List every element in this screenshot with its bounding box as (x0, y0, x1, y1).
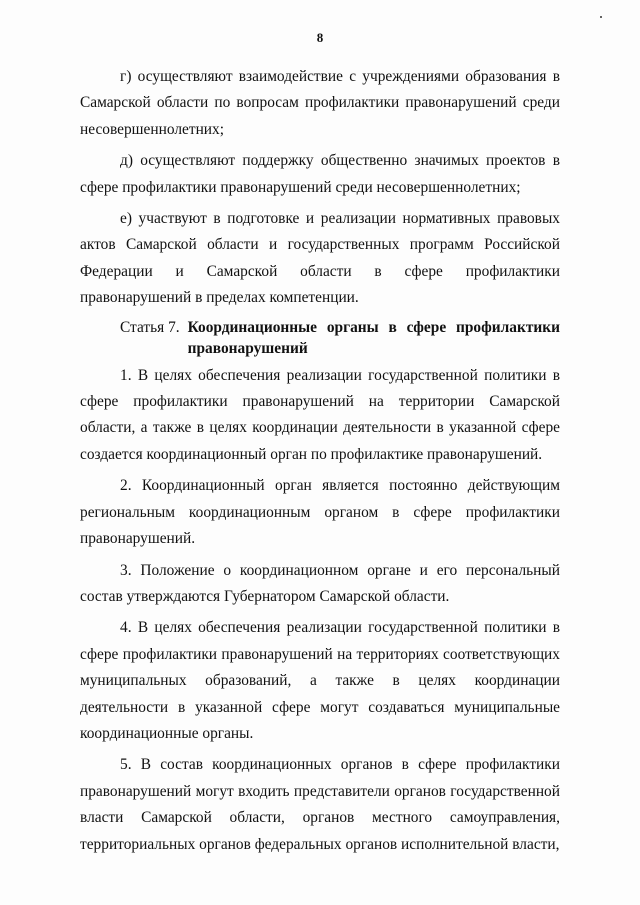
paragraph-4: 4. В целях обеспечения реализации государственной политики в сфере профилактики правонарушений на территориях соответствующих муниципальных образований, а также в целях координации деятельности в указанной сфере могут создаваться муниципальные координационные органы. (80, 619, 560, 742)
paragraph-d: д) осуществляют поддержку общественно значимых проектов в сфере профилактики правонарушений среди несовершеннолетних; (80, 152, 560, 196)
paragraph-2: 2. Координационный орган является постоянно действующим региональным координационным органом в сфере профилактики правонарушений. (80, 477, 560, 548)
scan-speck (600, 16, 602, 18)
paragraph-3: 3. Положение о координационном органе и его персональный состав утверждаются Губернатором Самарской области. (80, 561, 560, 605)
document-body (80, 64, 560, 863)
article-label: Статья 7. (120, 318, 180, 336)
article-title: Координационные органы в сфере профилактики правонарушений (187, 318, 560, 357)
paragraph-1: 1. В целях обеспечения реализации государственной политики в сфере профилактики правонарушений на территории Самарской области, а также в целях координации деятельности в указанной сфере создается координационный орган по профилактике правонарушений. (80, 366, 560, 463)
paragraph-e: е) участвуют в подготовке и реализации нормативных правовых актов Самарской области и государственных программ Российской Федерации и Самарской области в сфере профилактики правонарушений в пределах компетенции. (80, 210, 560, 307)
paragraph-g: г) осуществляют взаимодействие с учреждениями образования в Самарской области по вопросам профилактики правонарушений среди несовершеннолетних; (80, 68, 560, 138)
page-number: 8 (316, 30, 324, 45)
article-heading (120, 317, 560, 359)
paragraph-5: 5. В состав координационных органов в сфере профилактики правонарушений могут входить представители органов государственной власти Самарской области, органов местного самоуправления, территориальных органов федеральных органов исполнительной власти, (80, 756, 560, 853)
